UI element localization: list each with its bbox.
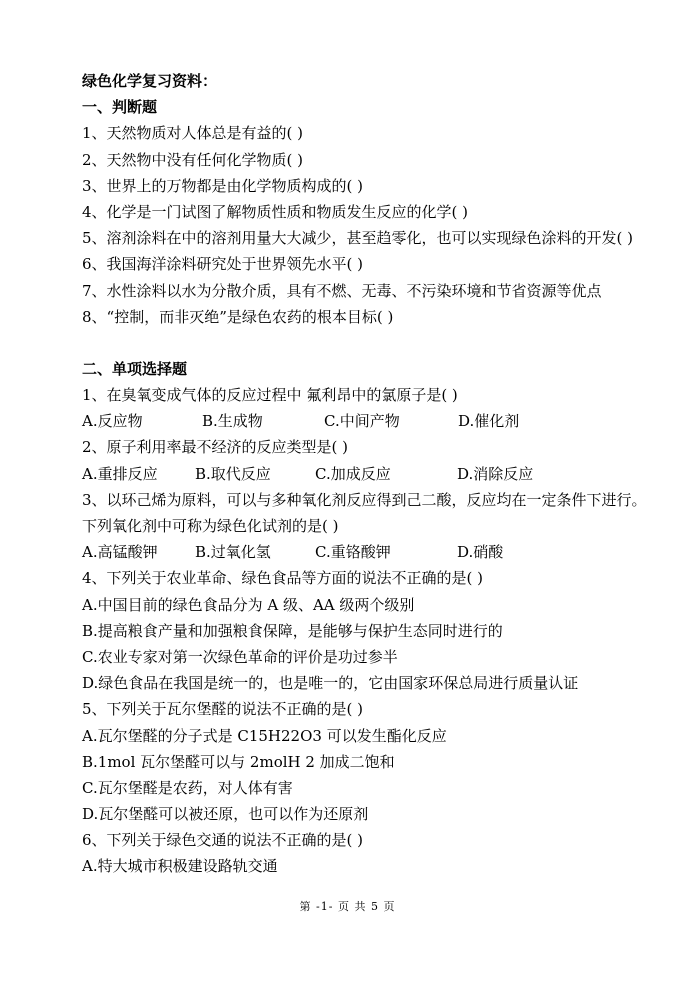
option: D.消除反应 <box>457 464 534 483</box>
option: A.反应物 <box>82 412 143 431</box>
option: A.瓦尔堡醛的分子式是 C15H22O3 可以发生酯化反应 <box>82 726 447 745</box>
question-1: 1、在臭氧变成气体的反应过程中 氟利昂中的氯原子是( ) <box>82 386 458 405</box>
question-5: 5、下列关于瓦尔堡醛的说法不正确的是( ) <box>82 700 364 719</box>
option: D.绿色食品在我国是统一的，也是唯一的，它由国家环保总局进行质量认证 <box>82 674 579 693</box>
question-3: 3、以环己烯为原料，可以与多种氧化剂反应得到己二酸，反应均在一定条件下进行。下列氧化剂中可称为绿色化试剂的是( ) <box>82 490 647 536</box>
option: A.高锰酸钾 <box>82 543 158 562</box>
option: D.硝酸 <box>457 543 504 562</box>
document-title: 绿色化学复习资料： <box>82 72 218 90</box>
question-2: 2、原子利用率最不经济的反应类型是( ) <box>82 438 349 457</box>
option: A.中国目前的绿色食品分为 A 级、AA 级两个级别 <box>82 595 415 614</box>
section-heading-true-false: 一、判断题 <box>82 98 158 117</box>
option: B.取代反应 <box>195 464 271 483</box>
section-heading-multiple-choice: 二、单项选择题 <box>82 359 188 378</box>
tf-item: 3、世界上的万物都是由化学物质构成的( ) <box>82 176 364 195</box>
section-spacer <box>82 330 652 356</box>
question-1-options <box>82 408 652 434</box>
option: D.催化剂 <box>458 412 520 431</box>
option: C.加成反应 <box>315 464 391 483</box>
tf-item: 8、“控制，而非灭绝”是绿色农药的根本目标( ) <box>82 307 394 326</box>
tf-item: 6、我国海洋涂料研究处于世界领先水平( ) <box>82 255 364 274</box>
option: B.1mol 瓦尔堡醛可以与 2molH 2 加成二饱和 <box>82 752 395 771</box>
option: D.瓦尔堡醛可以被还原，也可以作为还原剂 <box>82 805 369 824</box>
option: A.重排反应 <box>82 464 158 483</box>
question-4: 4、下列关于农业革命、绿色食品等方面的说法不正确的是( ) <box>82 569 484 588</box>
option: C.瓦尔堡醛是农药，对人体有害 <box>82 778 293 797</box>
option: C.中间产物 <box>324 412 400 431</box>
tf-item: 5、溶剂涂料在中的溶剂用量大大减少，甚至趋零化，也可以实现绿色涂料的开发( ) <box>82 229 634 248</box>
option: A.特大城市积极建设路轨交通 <box>82 857 278 876</box>
option: B.提高粮食产量和加强粮食保障，是能够与保护生态同时进行的 <box>82 621 503 640</box>
option: B.过氧化氢 <box>195 543 271 562</box>
question-2-options <box>82 461 652 487</box>
tf-item: 1、天然物质对人体总是有益的( ) <box>82 124 304 143</box>
option: C.重铬酸钾 <box>315 543 391 562</box>
option: C.农业专家对第一次绿色革命的评价是功过参半 <box>82 647 398 666</box>
tf-item: 7、水性涂料以水为分散介质，具有不燃、无毒、不污染环境和节省资源等优点 <box>82 281 602 300</box>
question-3-options <box>82 539 652 565</box>
page-footer: 第 -1- 页 共 5 页 <box>299 900 396 913</box>
option: B.生成物 <box>202 412 263 431</box>
document-body <box>82 68 652 880</box>
question-6: 6、下列关于绿色交通的说法不正确的是( ) <box>82 831 364 850</box>
tf-item: 4、化学是一门试图了解物质性质和物质发生反应的化学( ) <box>82 202 469 221</box>
tf-item: 2、天然物中没有任何化学物质( ) <box>82 150 304 169</box>
